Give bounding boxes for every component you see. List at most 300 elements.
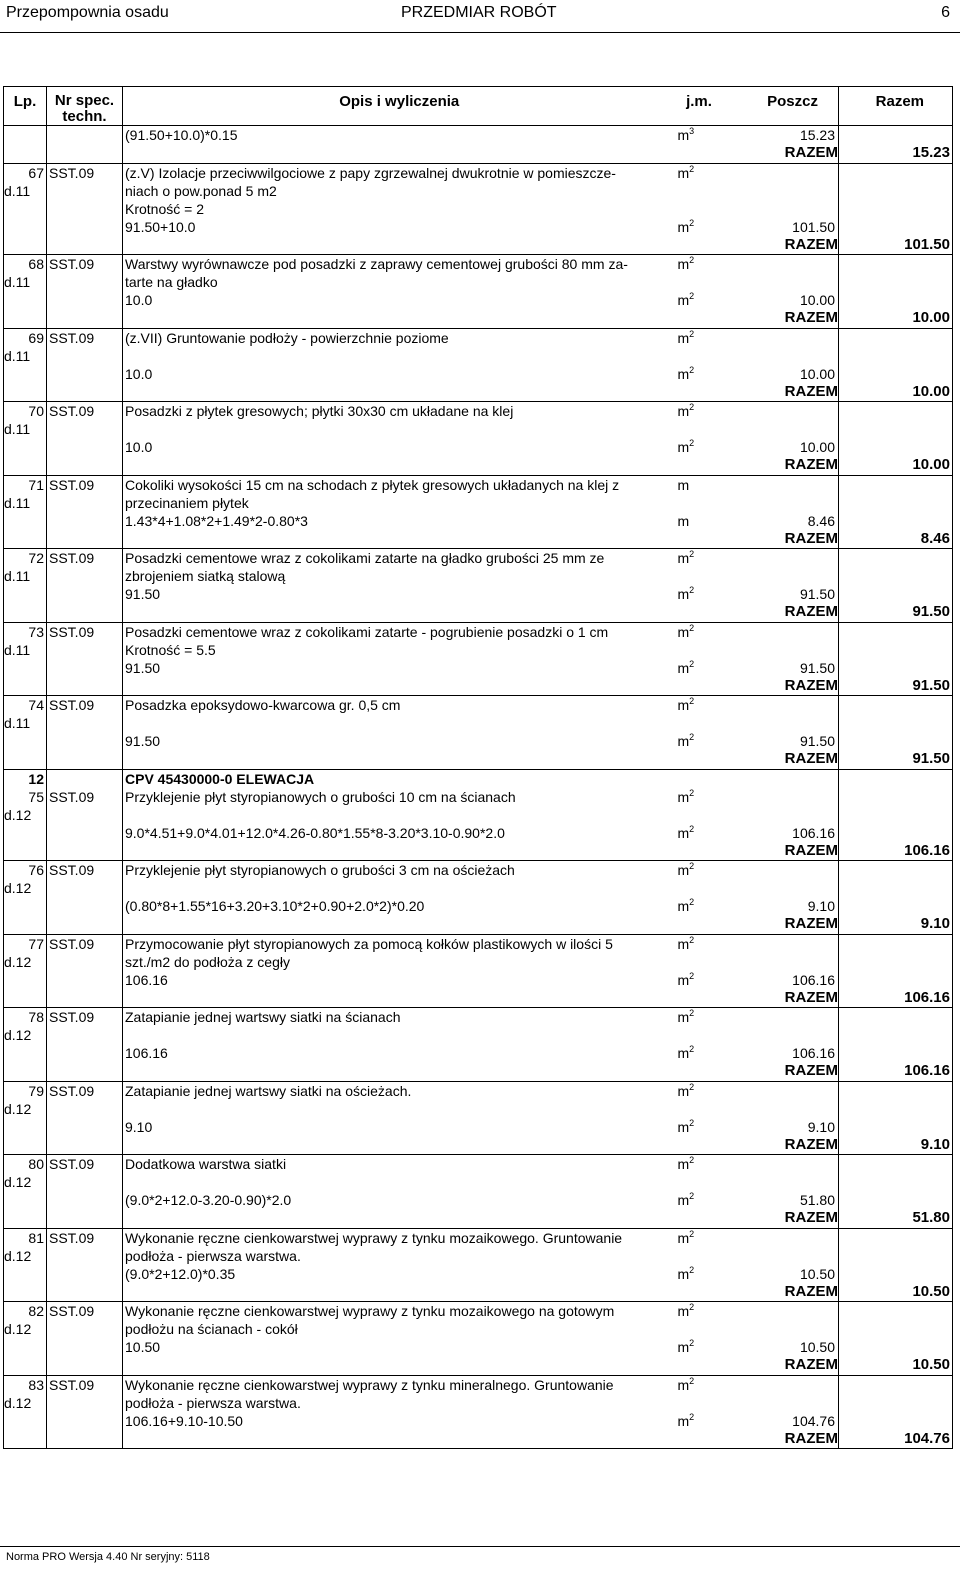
- lp-cell: 73: [4, 622, 47, 641]
- lp-cell: [4, 677, 47, 696]
- razem-cell: [839, 1008, 953, 1027]
- unit-cell: [676, 1191, 723, 1209]
- poszcz-value: 106.16: [792, 824, 835, 841]
- unit-label: m: [677, 292, 690, 308]
- spec-cell: [47, 585, 123, 603]
- poszcz-cell: [723, 200, 839, 218]
- unit-exponent: 2: [689, 1044, 695, 1054]
- unit-label: m: [677, 1303, 690, 1319]
- poszcz-cell: [723, 530, 839, 549]
- spec-cell: [47, 915, 123, 934]
- razem-label: RAZEM: [784, 235, 838, 253]
- unit-label: m: [677, 824, 690, 841]
- table-row: [4, 1228, 953, 1247]
- razem-cell: [839, 603, 953, 622]
- unit-cell: [676, 1283, 723, 1302]
- razem-value: 9.10: [920, 1135, 950, 1153]
- poszcz-cell: [723, 1081, 839, 1100]
- description-cell: [123, 530, 676, 549]
- description-cell: 106.16+9.10-10.50: [125, 1412, 243, 1429]
- razem-cell: [839, 1191, 953, 1209]
- spec-cell: [47, 218, 123, 236]
- poszcz-cell: [723, 788, 839, 806]
- unit-exponent: 2: [689, 897, 695, 907]
- description-cell: Przyklejenie płyt styropianowych o grubości 10 cm na ścianach: [125, 788, 516, 805]
- col-header-poszcz: Poszcz: [723, 87, 839, 126]
- poszcz-cell: [723, 512, 839, 530]
- table-row: [4, 1118, 953, 1136]
- table-row: [4, 1008, 953, 1027]
- unit-cell: [676, 475, 723, 494]
- lp-cell: [4, 732, 47, 750]
- unit-label: m: [677, 403, 690, 419]
- spec-cell: [47, 842, 123, 861]
- spec-cell: [47, 1356, 123, 1375]
- spec-cell: d.11: [4, 420, 80, 438]
- razem-cell: [839, 1100, 953, 1118]
- unit-cell: [676, 714, 723, 732]
- table-row: [4, 732, 953, 750]
- razem-value: 91.50: [912, 603, 950, 620]
- razem-cell: [839, 200, 953, 218]
- description-cell: [123, 456, 676, 475]
- description-cell: [123, 1062, 676, 1081]
- unit-cell: [676, 1209, 723, 1228]
- spec-cell: [47, 1283, 123, 1302]
- col-header-razem: Razem: [839, 87, 953, 126]
- lp-cell: [4, 1044, 47, 1062]
- table-row: [4, 182, 953, 200]
- description-cell: CPV 45430000-0 ELEWACJA: [123, 769, 676, 788]
- unit-exponent: 2: [689, 861, 695, 871]
- spec-cell: [47, 769, 123, 788]
- description-cell: Zatapianie jednej wartswy siatki na ścianach: [123, 1008, 676, 1027]
- spec-cell: d.11: [4, 182, 80, 200]
- table-row: [4, 1356, 953, 1375]
- table-row: [4, 1209, 953, 1228]
- lp-cell: [4, 1062, 47, 1081]
- unit-cell: [676, 842, 723, 861]
- lp-cell: [4, 915, 47, 934]
- razem-cell: [839, 1375, 953, 1394]
- razem-value: 51.80: [912, 1209, 950, 1226]
- description-cell: Przymocowanie płyt styropianowych za pomocą kołków plastikowych w ilości 5: [123, 934, 676, 953]
- description-cell: Posadzki cementowe wraz z cokolikami zatarte na gładko grubości 25 mm ze: [123, 549, 676, 568]
- spec-cell: [47, 438, 123, 456]
- unit-cell: [676, 328, 723, 347]
- razem-label: RAZEM: [784, 1282, 838, 1300]
- lp-cell: [4, 438, 47, 456]
- unit-cell: [676, 1044, 723, 1062]
- unit-cell: [676, 659, 723, 677]
- razem-label: RAZEM: [784, 676, 838, 694]
- lp-cell: [4, 971, 47, 989]
- unit-label: m: [677, 1082, 690, 1099]
- description-cell: [123, 420, 676, 438]
- razem-cell: [839, 769, 953, 788]
- project-name: Przepompownia osadu: [6, 4, 169, 21]
- table-row: [4, 842, 953, 861]
- table-row: [4, 273, 953, 291]
- unit-label: m: [677, 1118, 690, 1135]
- razem-cell: [839, 1228, 953, 1247]
- poszcz-cell: [723, 494, 839, 512]
- description-cell: [123, 915, 676, 934]
- razem-cell: [839, 1265, 953, 1283]
- poszcz-cell: [723, 365, 839, 383]
- spec-cell: [47, 236, 123, 255]
- unit-cell: [676, 1228, 723, 1247]
- poszcz-value: 101.50: [792, 218, 835, 235]
- spec-cell: SST.09: [47, 934, 123, 953]
- description-cell: [123, 1136, 676, 1155]
- poszcz-cell: [723, 1136, 839, 1155]
- unit-cell: [676, 971, 723, 989]
- poszcz-cell: [723, 273, 839, 291]
- description-cell: Krotność = 2: [125, 200, 204, 217]
- poszcz-cell: [723, 842, 839, 861]
- unit-cell: [676, 769, 723, 788]
- unit-label: m: [677, 127, 690, 143]
- unit-label: m: [677, 623, 690, 640]
- table-row: [4, 1044, 953, 1062]
- razem-cell: [839, 788, 953, 806]
- unit-exponent: 2: [689, 402, 695, 412]
- unit-cell: [676, 200, 723, 218]
- poszcz-cell: [723, 732, 839, 750]
- poszcz-cell: [723, 402, 839, 421]
- razem-label: RAZEM: [784, 603, 838, 620]
- table-row: [4, 1265, 953, 1283]
- table-row: [4, 420, 953, 438]
- unit-cell: [676, 1247, 723, 1265]
- poszcz-cell: [723, 622, 839, 641]
- unit-exponent: 2: [689, 622, 695, 633]
- poszcz-cell: [723, 163, 839, 182]
- table-row: [4, 585, 953, 603]
- bill-of-quantities-table: [3, 86, 953, 1449]
- razem-cell: [839, 677, 953, 696]
- spec-cell: [47, 126, 123, 145]
- razem-cell: [839, 291, 953, 309]
- spec-cell: d.12: [4, 1173, 80, 1191]
- unit-exponent: 2: [689, 823, 695, 834]
- poszcz-cell: [723, 750, 839, 769]
- poszcz-cell: [723, 1412, 839, 1430]
- spec-cell: SST.09: [47, 861, 123, 880]
- unit-label: m: [677, 365, 690, 382]
- unit-exponent: 2: [689, 255, 695, 265]
- razem-cell: [839, 1062, 953, 1081]
- lp-cell: [4, 1118, 47, 1136]
- razem-label: RAZEM: [784, 144, 838, 161]
- spec-cell: SST.09: [47, 549, 123, 568]
- razem-value: 9.10: [920, 915, 950, 932]
- lp-cell: [4, 456, 47, 475]
- description-cell: [123, 309, 676, 328]
- poszcz-cell: [723, 1265, 839, 1283]
- table-row: [4, 1026, 953, 1044]
- unit-cell: [676, 1118, 723, 1136]
- unit-cell: [676, 1412, 723, 1430]
- page-number: 6: [941, 4, 950, 21]
- razem-cell: [839, 585, 953, 603]
- table-row: [4, 255, 953, 274]
- spec-cell: [47, 1412, 123, 1430]
- lp-cell: [4, 842, 47, 861]
- table-row: [4, 1375, 953, 1394]
- lp-cell: [4, 291, 47, 309]
- description-cell: [123, 347, 676, 365]
- description-cell: 91.50: [125, 586, 161, 602]
- unit-exponent: 2: [689, 291, 695, 301]
- razem-value: 8.46: [920, 529, 950, 547]
- spec-cell: [47, 989, 123, 1008]
- unit-cell: [676, 824, 723, 842]
- unit-label: m: [677, 1192, 690, 1208]
- razem-cell: [839, 1394, 953, 1412]
- poszcz-value: 10.00: [799, 292, 835, 308]
- footer-text: Norma PRO Wersja 4.40 Nr seryjny: 5118: [6, 1551, 210, 1563]
- razem-cell: [839, 567, 953, 585]
- razem-label: RAZEM: [784, 1135, 838, 1153]
- spec-cell: SST.09: [47, 328, 123, 347]
- lp-cell: 74: [4, 696, 47, 715]
- description-cell: 9.0*4.51+9.0*4.01+12.0*4.26-0.80*1.55*8-3.20*3.10-0.90*2.0: [125, 824, 505, 841]
- unit-label: m: [677, 697, 690, 713]
- razem-cell: [839, 1136, 953, 1155]
- razem-label: RAZEM: [784, 915, 838, 932]
- poszcz-cell: [723, 456, 839, 475]
- table-row: [4, 788, 953, 806]
- spec-cell: SST.09: [47, 1302, 123, 1321]
- poszcz-cell: [723, 696, 839, 715]
- unit-cell: [676, 236, 723, 255]
- poszcz-value: 106.16: [792, 971, 835, 988]
- description-cell: 91.50+10.0: [125, 218, 196, 235]
- lp-cell: [4, 989, 47, 1008]
- description-cell: 10.50: [125, 1339, 161, 1355]
- unit-cell: [676, 1394, 723, 1412]
- razem-cell: [839, 714, 953, 732]
- unit-exponent: 2: [689, 732, 695, 742]
- description-cell: Wykonanie ręczne cienkowarstwej wyprawy z tynku mozaikowego na gotowym: [123, 1302, 676, 1321]
- unit-cell: [676, 438, 723, 456]
- unit-cell: [676, 512, 723, 530]
- unit-label: m: [677, 1265, 690, 1282]
- unit-label: m: [677, 218, 690, 235]
- description-cell: [123, 1209, 676, 1228]
- razem-cell: [839, 934, 953, 953]
- unit-cell: [676, 1062, 723, 1081]
- poszcz-cell: [723, 347, 839, 365]
- table-row: [4, 750, 953, 769]
- poszcz-cell: [723, 236, 839, 255]
- unit-cell: [676, 989, 723, 1008]
- col-header-lp: Lp.: [4, 87, 47, 126]
- poszcz-cell: [723, 861, 839, 880]
- poszcz-cell: [723, 383, 839, 402]
- description-cell: podłoża - pierwsza warstwa.: [125, 1394, 301, 1411]
- unit-label: m: [677, 1412, 690, 1429]
- table-row: [4, 659, 953, 677]
- razem-cell: [839, 1302, 953, 1321]
- spec-cell: d.12: [4, 1320, 80, 1338]
- description-cell: Krotność = 5.5: [125, 641, 216, 658]
- description-cell: [123, 806, 676, 824]
- col-header-spec: Nr spec. techn.: [47, 87, 123, 126]
- description-cell: [123, 989, 676, 1008]
- razem-value: 10.00: [912, 456, 950, 473]
- spec-cell: d.12: [4, 1247, 80, 1265]
- table-row: [4, 806, 953, 824]
- spec-cell: [47, 144, 123, 163]
- razem-cell: [839, 273, 953, 291]
- razem-cell: [839, 365, 953, 383]
- table-row: [4, 236, 953, 255]
- razem-label: RAZEM: [784, 750, 838, 767]
- lp-cell: [4, 1430, 47, 1449]
- spec-cell: [47, 677, 123, 696]
- spec-cell: d.11: [4, 641, 80, 659]
- poszcz-cell: [723, 475, 839, 494]
- table-row: [4, 1338, 953, 1356]
- lp-cell: [4, 585, 47, 603]
- poszcz-cell: [723, 1118, 839, 1136]
- lp-cell: [4, 1136, 47, 1155]
- table-row: [4, 1081, 953, 1100]
- poszcz-value: 104.76: [792, 1412, 835, 1429]
- poszcz-cell: [723, 328, 839, 347]
- razem-cell: [839, 1247, 953, 1265]
- unit-cell: [676, 603, 723, 622]
- spec-cell: d.11: [4, 567, 80, 585]
- unit-cell: [676, 1338, 723, 1356]
- lp-cell: 81: [4, 1228, 47, 1247]
- poszcz-cell: [723, 659, 839, 677]
- spec-cell: [47, 512, 123, 530]
- poszcz-cell: [723, 1155, 839, 1174]
- lp-cell: 80: [4, 1155, 47, 1174]
- poszcz-cell: [723, 1173, 839, 1191]
- spec-cell: SST.09: [47, 402, 123, 421]
- spec-cell: [47, 1430, 123, 1449]
- poszcz-cell: [723, 714, 839, 732]
- poszcz-value: 10.00: [799, 439, 835, 455]
- description-cell: Posadzki cementowe wraz z cokolikami zatarte - pogrubienie posadzki o 1 cm: [123, 622, 676, 641]
- page-header: [6, 4, 954, 24]
- unit-cell: [676, 1173, 723, 1191]
- spec-cell: [47, 603, 123, 622]
- razem-cell: [839, 420, 953, 438]
- razem-cell: [839, 438, 953, 456]
- unit-cell: [676, 365, 723, 383]
- unit-label: m: [677, 439, 690, 455]
- poszcz-value: 9.10: [807, 1118, 835, 1135]
- unit-label: m: [677, 1156, 690, 1172]
- spec-cell: [47, 291, 123, 309]
- unit-cell: [676, 934, 723, 953]
- table-row: [4, 1320, 953, 1338]
- description-cell: [123, 383, 676, 402]
- unit-cell: [676, 861, 723, 880]
- razem-cell: [839, 1209, 953, 1228]
- unit-cell: [676, 383, 723, 402]
- table-row: [4, 383, 953, 402]
- razem-cell: [839, 1081, 953, 1100]
- spec-cell: d.12: [4, 879, 80, 897]
- unit-cell: [676, 126, 723, 145]
- description-cell: [123, 603, 676, 622]
- description-cell: Wykonanie ręczne cienkowarstwej wyprawy z tynku mozaikowego. Gruntowanie: [123, 1228, 676, 1247]
- poszcz-cell: [723, 309, 839, 328]
- table-row: [4, 1136, 953, 1155]
- razem-cell: [839, 750, 953, 769]
- razem-value: 10.00: [912, 382, 950, 400]
- poszcz-cell: [723, 1228, 839, 1247]
- unit-cell: [676, 585, 723, 603]
- unit-cell: [676, 788, 723, 806]
- description-cell: (9.0*2+12.0)*0.35: [125, 1265, 236, 1282]
- table-row: [4, 291, 953, 309]
- unit-label: m: [677, 256, 690, 272]
- poszcz-cell: [723, 824, 839, 842]
- description-cell: 9.10: [125, 1118, 153, 1135]
- table-row: [4, 1173, 953, 1191]
- lp-cell: [4, 309, 47, 328]
- table-row: [4, 1247, 953, 1265]
- razem-cell: [839, 1283, 953, 1302]
- table-row: [4, 879, 953, 897]
- unit-cell: [676, 273, 723, 291]
- description-cell: [123, 1173, 676, 1191]
- description-cell: Wykonanie ręczne cienkowarstwej wyprawy z tynku mineralnego. Gruntowanie: [123, 1375, 676, 1394]
- lp-cell: [4, 236, 47, 255]
- razem-value: 106.16: [904, 841, 950, 859]
- unit-cell: [676, 1265, 723, 1283]
- unit-cell: [676, 953, 723, 971]
- lp-cell: 69: [4, 328, 47, 347]
- unit-exponent: 2: [689, 585, 695, 595]
- poszcz-cell: [723, 641, 839, 659]
- spec-cell: SST.09: [47, 1228, 123, 1247]
- unit-label: m: [677, 659, 690, 676]
- unit-cell: [676, 420, 723, 438]
- col-header-jm: j.m.: [676, 87, 723, 126]
- razem-cell: [839, 1118, 953, 1136]
- lp-cell: [4, 530, 47, 549]
- poszcz-cell: [723, 585, 839, 603]
- poszcz-value: 91.50: [799, 733, 835, 749]
- table-row: [4, 824, 953, 842]
- spec-cell: d.12: [4, 1026, 80, 1044]
- table-row: [4, 144, 953, 163]
- poszcz-value: 91.50: [799, 586, 835, 602]
- razem-cell: [839, 402, 953, 421]
- unit-cell: [676, 1100, 723, 1118]
- razem-label: RAZEM: [784, 1209, 838, 1226]
- poszcz-cell: [723, 915, 839, 934]
- spec-cell: SST.09: [47, 622, 123, 641]
- description-cell: (91.50+10.0)*0.15: [125, 127, 238, 143]
- table-row: [4, 163, 953, 182]
- unit-cell: [676, 1430, 723, 1449]
- unit-cell: [676, 622, 723, 641]
- description-cell: (z.V) Izolacje przeciwwilgociowe z papy zgrzewalnej dwukrotnie w pomieszcze-: [123, 163, 676, 182]
- unit-cell: [676, 641, 723, 659]
- spec-cell: d.12: [4, 1100, 80, 1118]
- spec-cell: [47, 750, 123, 769]
